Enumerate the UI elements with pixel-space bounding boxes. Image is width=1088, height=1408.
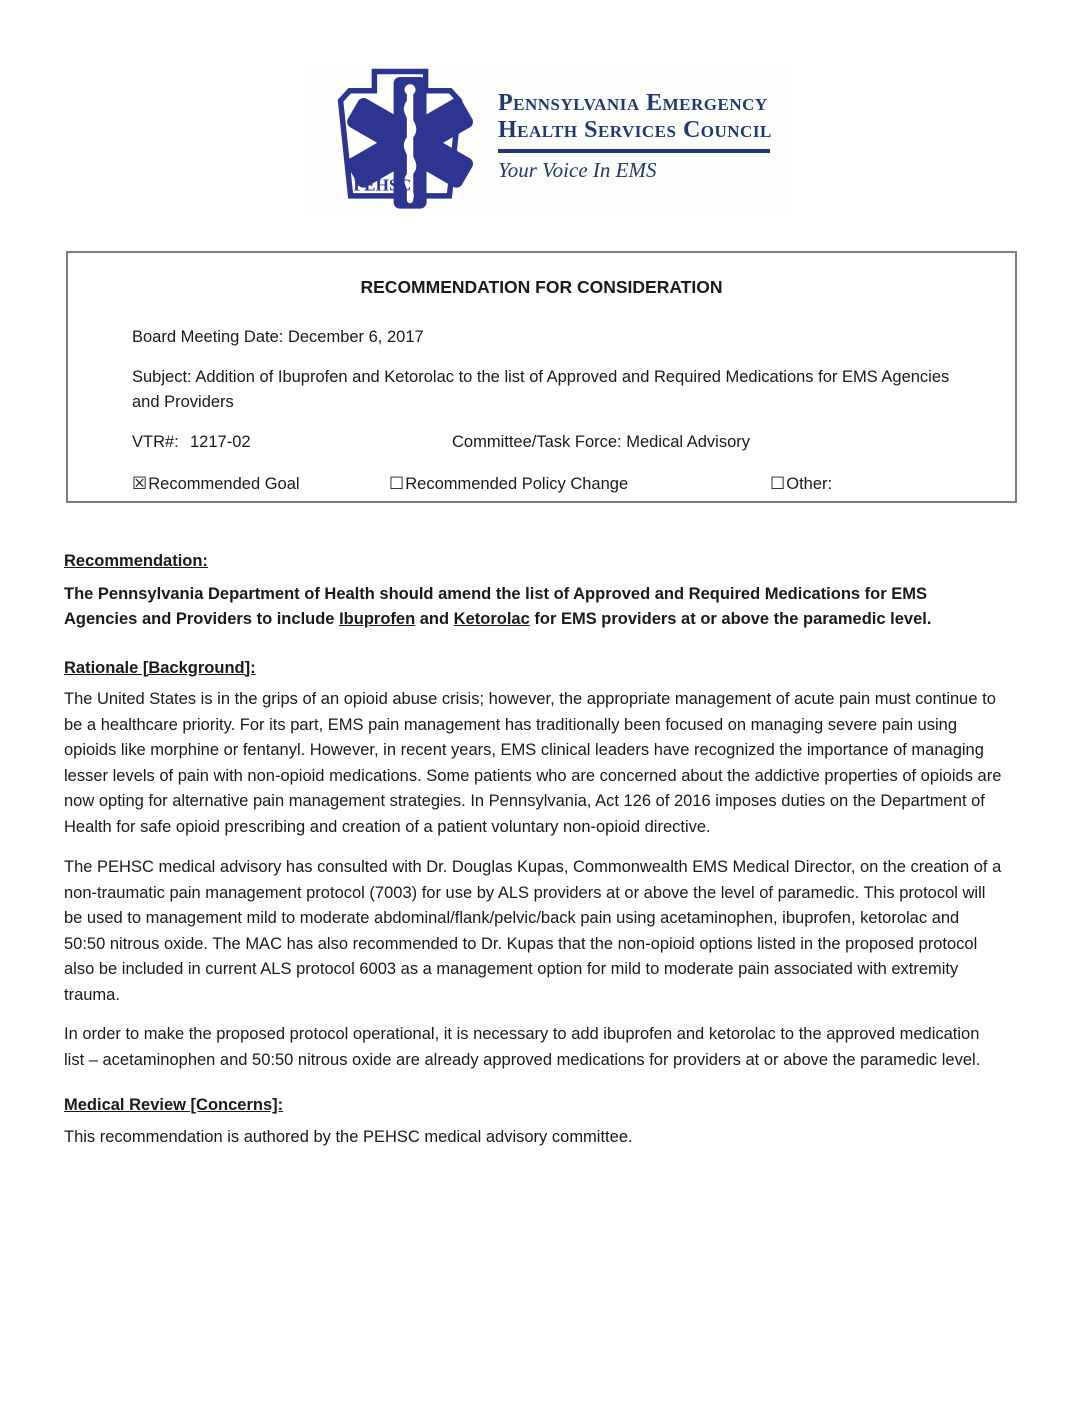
org-name-line1: Pennsylvania Emergency	[498, 90, 768, 116]
recommendation-drug2: Ketorolac	[453, 610, 530, 628]
medical-review-heading: Medical Review [Concerns]:	[64, 1096, 284, 1114]
recommendation-text-part3: for EMS providers at or above the paramedic level.	[529, 610, 932, 628]
document-body	[64, 549, 1002, 1150]
logo-divider-rule	[498, 149, 770, 153]
rationale-paragraph-2: The PEHSC medical advisory has consulted with Dr. Douglas Kupas, Commonwealth EMS Medical Director, on the creation of a non-traumatic pain management protocol (7003) for use by ALS providers at or above the level of paramedic. This protocol will be used to management mild to moderate abdominal/flank/pelvic/back pain using acetaminophen, ibuprofen, ketorolac and 50:50 nitrous oxide. The MAC has also recommended to Dr. Kupas that the non-opioid options listed in the proposed protocol also be included in current ALS protocol 6003 as a management option for mild to moderate pain associated with extremity trauma.	[64, 858, 1002, 1004]
subject-value: Addition of Ibuprofen and Ketorolac to the list of Approved and Required Medications for EMS Agencies and Providers	[132, 368, 950, 411]
rationale-heading: Rationale [Background]:	[64, 658, 256, 677]
logo-acronym-text: PEHSC	[353, 175, 412, 195]
subject-label: Subject:	[132, 368, 192, 386]
recommendation-drug1: Ibuprofen	[339, 610, 416, 628]
org-name-line2: Health Services Council	[498, 117, 772, 143]
checked-checkbox-icon: ☒	[132, 474, 148, 494]
board-meeting-date-label: Board Meeting Date:	[132, 328, 284, 346]
checkbox-recommended-policy-change	[389, 472, 628, 497]
logo-wordmark	[498, 66, 772, 183]
pehsc-keystone-star-of-life-icon	[308, 66, 492, 216]
checkbox-row	[132, 472, 967, 498]
checkbox-label: Recommended Policy Change	[405, 475, 629, 493]
form-title: RECOMMENDATION FOR CONSIDERATION	[360, 277, 723, 297]
recommendation-form-box	[66, 251, 1017, 503]
unchecked-checkbox-icon: ☐	[389, 474, 405, 494]
vtr-label: VTR#:	[132, 433, 179, 451]
committee-value: Medical Advisory	[626, 433, 751, 451]
committee-label: Committee/Task Force:	[452, 433, 622, 451]
vtr-value: 1217-02	[190, 433, 251, 451]
pehsc-logo	[308, 66, 786, 216]
recommendation-heading: Recommendation:	[64, 552, 208, 570]
checkbox-label: Recommended Goal	[148, 475, 300, 493]
checkbox-other	[770, 472, 832, 497]
rationale-paragraph-3: In order to make the proposed protocol operational, it is necessary to add ibuprofen and ketorolac to the approved medication list – acetaminophen and 50:50 nitrous oxide are already approved medications for providers at or above the paramedic level.	[64, 1025, 981, 1069]
committee-group	[452, 430, 750, 455]
board-meeting-date-value: December 6, 2017	[287, 328, 424, 346]
unchecked-checkbox-icon: ☐	[770, 474, 786, 494]
recommendation-text-part2: and	[415, 610, 454, 628]
rationale-paragraph-1: The United States is in the grips of an opioid abuse crisis; however, the appropriate management of acute pain must continue to be a healthcare priority. For its part, EMS pain management has traditionally been focused on managing severe pain using opioids like morphine or fentanyl. However, in recent years, EMS clinical leaders have recognized the importance of managing lesser levels of pain with non-opioid medications. Some patients who are concerned about the addictive properties of opioids are now opting for alternative pain management strategies. In Pennsylvania, Act 126 of 2016 imposes duties on the Department of Health for safe opioid prescribing and creation of a patient voluntary non-opioid directive.	[64, 690, 1002, 836]
checkbox-label: Other:	[786, 475, 833, 493]
logo-tagline: Your Voice In EMS	[498, 158, 657, 182]
vtr-row	[132, 430, 967, 455]
board-meeting-date-row	[132, 325, 967, 350]
checkbox-recommended-goal	[132, 472, 300, 497]
recommendation-paragraph	[64, 582, 1002, 633]
recommendation-text-part1: The Pennsylvania Department of Health should amend the list of Approved and Required Medications for EMS Agencies and Providers to include	[64, 584, 928, 628]
subject-row	[132, 365, 967, 415]
medical-review-paragraph: This recommendation is authored by the PEHSC medical advisory committee.	[64, 1127, 633, 1146]
